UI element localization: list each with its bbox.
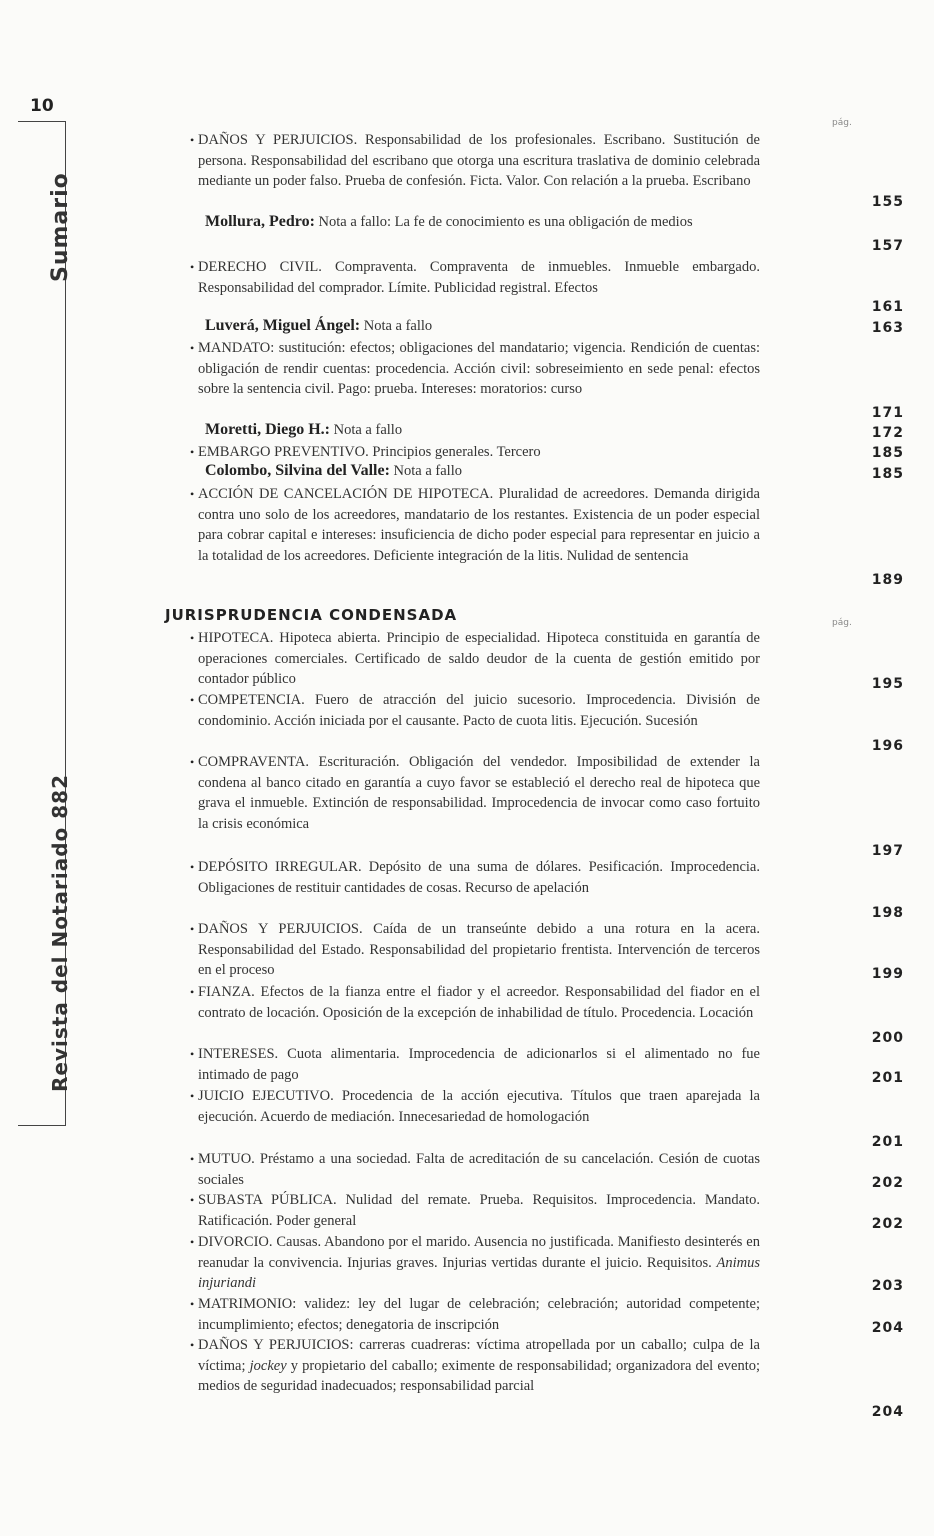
side-label-sumario: Sumario bbox=[48, 172, 73, 282]
entry: • ACCIÓN DE CANCELACIÓN DE HIPOTECA. Pluralidad de acreedores. Demanda dirigida contra uno solo de los acreedores, mandatario de los restantes. Existencia de un poder especial para cobrar capital e intereses: insuficiencia de dicho poder especial para representar en juicio a la totalidad de los acreedores. Deficiente integración de la litis. Nulidad de sentencia bbox=[198, 484, 760, 566]
entry: • SUBASTA PÚBLICA. Nulidad del remate. Prueba. Requisitos. Improcedencia. Mandato. Ratificación. Poder general bbox=[198, 1190, 760, 1231]
entry: • HIPOTECA. Hipoteca abierta. Principio de especialidad. Hipoteca constituida en garantía de operaciones comerciales. Certificado de saldo deudor de la cuenta de gestión emitido por contador público bbox=[198, 628, 760, 690]
page-ref: 201 bbox=[871, 1134, 904, 1150]
page-ref: 204 bbox=[871, 1404, 904, 1420]
entry: • DAÑOS Y PERJUICIOS. Responsabilidad de los profesionales. Escribano. Sustitución de persona. Responsabilidad del escribano que otorga una escritura traslativa de dominio celebrada mediante un poder falso. Prueba de confesión. Ficta. Valor. Con relación a la prueba. Escribano bbox=[198, 130, 760, 192]
page-ref: 201 bbox=[871, 1070, 904, 1086]
page-ref: 197 bbox=[871, 843, 904, 859]
author-entry: Colombo, Silvina del Valle: Nota a fallo bbox=[205, 462, 462, 479]
entry: • JUICIO EJECUTIVO. Procedencia de la acción ejecutiva. Títulos que traen aparejada la ejecución. Acuerdo de mediación. Innecesariedad de homologación bbox=[198, 1086, 760, 1127]
author-entry: Mollura, Pedro: Nota a fallo: La fe de conocimiento es una obligación de medios bbox=[205, 213, 693, 230]
author-entry: Moretti, Diego H.: Nota a fallo bbox=[205, 421, 403, 438]
page-ref: 196 bbox=[871, 738, 904, 754]
page-ref: 200 bbox=[871, 1030, 904, 1046]
entry: • INTERESES. Cuota alimentaria. Improcedencia de adicionarlos si el alimentado no fue intimado de pago bbox=[198, 1044, 760, 1085]
page-ref: 161 bbox=[871, 299, 904, 315]
page-ref: 202 bbox=[871, 1216, 904, 1232]
page-ref: 185 bbox=[871, 466, 904, 482]
pag-label-top: pág. bbox=[832, 118, 852, 128]
page-ref: 155 bbox=[871, 194, 904, 210]
entry: • DERECHO CIVIL. Compraventa. Compraventa de inmuebles. Inmueble embargado. Responsabilidad del comprador. Límite. Publicidad registral. Efectos bbox=[198, 257, 760, 298]
entry: • MANDATO: sustitución: efectos; obligaciones del mandatario; vigencia. Rendición de cuentas: obligación de rendir cuentas: procedencia. Acción civil: sobreseimiento en sede penal: efectos sobre la sentencia civil. Pago: prueba. Intereses: moratorios: curso bbox=[198, 338, 760, 400]
entry: • FIANZA. Efectos de la fianza entre el fiador y el acreedor. Responsabilidad del fiador en el contrato de locación. Oposición de la excepción de inhabilidad de título. Procedencia. Locación bbox=[198, 982, 760, 1023]
entry: • DAÑOS Y PERJUICIOS. Caída de un transeúnte debido a una rotura en la acera. Responsabilidad del Estado. Responsabilidad del propietario frentista. Intervención de terceros en el proceso bbox=[198, 919, 760, 981]
page-ref: 157 bbox=[871, 238, 904, 254]
entry: • EMBARGO PREVENTIVO. Principios generales. Tercero bbox=[198, 442, 760, 463]
page-number: 10 bbox=[30, 96, 54, 116]
entry: • DEPÓSITO IRREGULAR. Depósito de una suma de dólares. Pesificación. Improcedencia. Obligaciones de restituir cantidades de cosas. Recurso de apelación bbox=[198, 857, 760, 898]
page-ref: 171 bbox=[871, 405, 904, 421]
page-ref: 195 bbox=[871, 676, 904, 692]
page-ref: 203 bbox=[871, 1278, 904, 1294]
page-ref: 204 bbox=[871, 1320, 904, 1336]
entry: • DIVORCIO. Causas. Abandono por el marido. Ausencia no justificada. Manifiesto desinterés en reanudar la convivencia. Injurias graves. Injurias vertidas durante el juicio. Requisitos. Animus injuriandi bbox=[198, 1232, 760, 1294]
section-heading-jurisprudencia: JURISPRUDENCIA CONDENSADA bbox=[165, 606, 458, 624]
side-label-revista: Revista del Notariado 882 bbox=[48, 774, 72, 1092]
page-ref: 185 bbox=[871, 445, 904, 461]
author-entry: Luverá, Miguel Ángel: Nota a fallo bbox=[205, 317, 433, 334]
page-ref: 163 bbox=[871, 320, 904, 336]
page-ref: 198 bbox=[871, 905, 904, 921]
entry: • COMPRAVENTA. Escrituración. Obligación del vendedor. Imposibilidad de extender la condena al banco citado en garantía a cuyo favor se estableció el derecho real de hipoteca que grava el inmueble. Extinción de responsabilidad. Improcedencia de invocar como caso fortuito la crisis económica bbox=[198, 752, 760, 834]
entry: • DAÑOS Y PERJUICIOS: carreras cuadreras: víctima atropellada por un caballo; culpa de la víctima; jockey y propietario del caballo; eximente de responsabilidad; organizadora del evento; medios de seguridad inadecuados; responsabilidad parcial bbox=[198, 1335, 760, 1397]
entry: • MUTUO. Préstamo a una sociedad. Falta de acreditación de su cancelación. Cesión de cuotas sociales bbox=[198, 1149, 760, 1190]
side-rule-top bbox=[18, 121, 66, 122]
page-ref: 199 bbox=[871, 966, 904, 982]
entry: • MATRIMONIO: validez: ley del lugar de celebración; celebración; autoridad competente; incumplimiento; efectos; denegatoria de inscripción bbox=[198, 1294, 760, 1335]
side-rule-bottom bbox=[18, 1125, 66, 1126]
entry: • COMPETENCIA. Fuero de atracción del juicio sucesorio. Improcedencia. División de condominio. Acción iniciada por el causante. Pacto de cuota litis. Ejecución. Sucesión bbox=[198, 690, 760, 731]
page-ref: 189 bbox=[871, 572, 904, 588]
page-ref: 172 bbox=[871, 425, 904, 441]
pag-label-jurisprudencia: pág. bbox=[832, 618, 852, 628]
page-ref: 202 bbox=[871, 1175, 904, 1191]
